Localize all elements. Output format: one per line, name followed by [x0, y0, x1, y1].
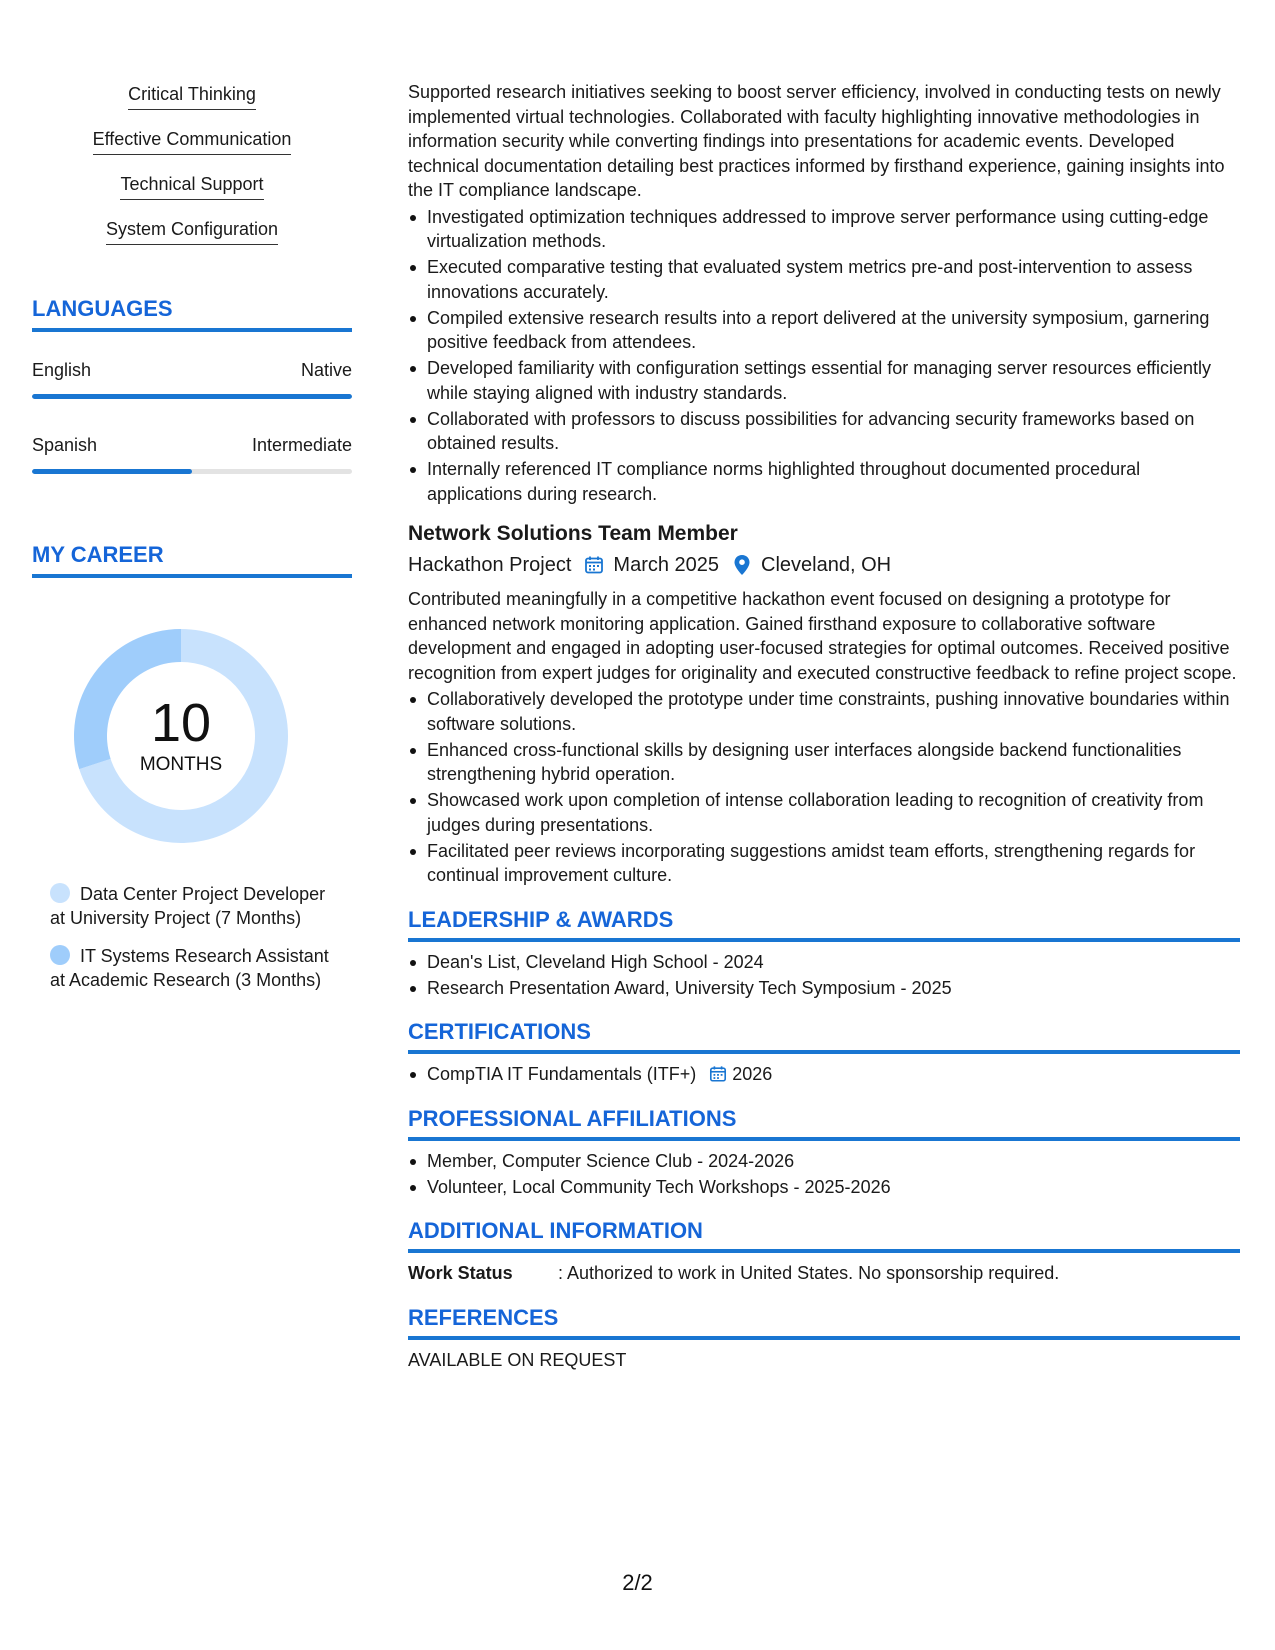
bullet-item: Collaboratively developed the prototype under time constraints, pushing innovative boundaries within software solutions. — [408, 687, 1240, 736]
legend-item — [50, 944, 340, 992]
certifications-heading: CERTIFICATIONS — [408, 1018, 1240, 1054]
job-company: Hackathon Project — [408, 554, 572, 576]
affiliations-list — [408, 1149, 1240, 1200]
legend-dot-icon — [50, 945, 70, 965]
certification-name: CompTIA IT Fundamentals (ITF+) — [427, 1064, 697, 1084]
skill-item: Technical Support — [120, 172, 263, 200]
donut-center-label — [67, 622, 295, 850]
certifications-list — [408, 1062, 1240, 1087]
references-heading: REFERENCES — [408, 1304, 1240, 1340]
certification-year: 2026 — [732, 1064, 773, 1084]
calendar-icon — [708, 1064, 728, 1084]
bullet-item: Internally referenced IT compliance norms highlighted throughout documented procedural applications during research. — [408, 457, 1240, 506]
right-column — [408, 80, 1240, 1372]
skill-item: Effective Communication — [93, 127, 292, 155]
skills-list — [32, 82, 352, 262]
language-proficiency-fill — [32, 469, 192, 474]
language-item — [32, 433, 352, 474]
language-name: English — [32, 360, 92, 380]
work-status-row — [408, 1261, 1240, 1286]
donut-total-number: 10 — [150, 693, 212, 753]
work-status-label: Work Status — [408, 1263, 513, 1283]
leadership-list — [408, 950, 1240, 1001]
donut-total-unit: MONTHS — [139, 754, 223, 775]
job-location: Cleveland, OH — [761, 554, 892, 576]
legend-dot-icon — [50, 883, 70, 903]
legend-label: IT Systems Research Assistant at Academic Research (3 Months) — [50, 946, 329, 990]
research-summary: Supported research initiatives seeking to boost server efficiency, involved in conducting tests on newly implemented virtual technologies. Collaborated with faculty highlighting innovative methodologies in information security while converting findings into presentations for academic events. Developed technical documentation detailing best practices informed by firsthand experience, gaining insights into the IT compliance landscape. — [408, 82, 1225, 200]
bullet-item: Volunteer, Local Community Tech Workshops - 2025-2026 — [408, 1175, 1240, 1200]
career-heading: MY CAREER — [32, 542, 352, 578]
career-section — [32, 542, 352, 1006]
left-column — [32, 82, 352, 990]
bullet-item: Dean's List, Cleveland High School - 2024 — [408, 950, 1240, 975]
bullet-item: Developed familiarity with configuration settings essential for managing server resources efficiently while staying aligned with industry standards. — [408, 356, 1240, 405]
bullet-item: Investigated optimization techniques addressed to improve server performance using cutting-edge virtualization methods. — [408, 205, 1240, 254]
language-item — [32, 358, 352, 399]
language-name: Spanish — [32, 435, 98, 455]
page-number: 2/2 — [622, 1570, 653, 1595]
certification-item — [408, 1062, 1240, 1087]
references-text: AVAILABLE ON REQUEST — [408, 1349, 627, 1370]
additional-info-heading: ADDITIONAL INFORMATION — [408, 1217, 1240, 1253]
skill-item: Critical Thinking — [128, 82, 256, 110]
job-bullets — [408, 687, 1240, 888]
job-date: March 2025 — [613, 554, 720, 576]
bullet-item: Compiled extensive research results into a report delivered at the university symposium, garnering positive feedback from attendees. — [408, 306, 1240, 355]
leadership-heading: LEADERSHIP & AWARDS — [408, 906, 1240, 942]
language-level: Native — [300, 360, 352, 380]
career-donut-chart — [67, 622, 295, 850]
skill-item: System Configuration — [106, 217, 278, 245]
legend-item — [50, 882, 340, 930]
legend-label: Data Center Project Developer at University Project (7 Months) — [50, 884, 326, 928]
bullet-item: Executed comparative testing that evaluated system metrics pre-and post-intervention to assess innovations accurately. — [408, 255, 1240, 304]
bullet-item: Facilitated peer reviews incorporating suggestions amidst team efforts, strengthening regards for continual improvement culture. — [408, 839, 1240, 888]
affiliations-heading: PROFESSIONAL AFFILIATIONS — [408, 1105, 1240, 1141]
work-status-value: : Authorized to work in United States. No sponsorship required. — [558, 1263, 1060, 1283]
job-title: Network Solutions Team Member — [408, 522, 738, 545]
bullet-item: Member, Computer Science Club - 2024-2026 — [408, 1149, 1240, 1174]
calendar-icon — [583, 554, 605, 576]
languages-list — [32, 358, 352, 474]
job-meta — [408, 551, 1240, 579]
job-summary: Contributed meaningfully in a competitive hackathon event focused on designing a prototype for enhanced network monitoring application. Gained firsthand exposure to collaborative software development and engaged in adopting user-focused strategies for optimal outcomes. Received positive recognition from expert judges for originality and executed constructive feedback to refine project scope. — [408, 589, 1237, 683]
languages-heading: LANGUAGES — [32, 296, 352, 332]
language-proficiency-bar — [32, 394, 352, 399]
career-legend — [50, 882, 340, 992]
bullet-item: Showcased work upon completion of intense collaboration leading to recognition of creativity from judges during presentations. — [408, 788, 1240, 837]
bullet-item: Research Presentation Award, University Tech Symposium - 2025 — [408, 976, 1240, 1001]
language-proficiency-bar — [32, 469, 352, 474]
bullet-item: Enhanced cross-functional skills by designing user interfaces alongside backend functionalities strengthening hybrid operation. — [408, 738, 1240, 787]
bullet-item: Collaborated with professors to discuss possibilities for advancing security frameworks based on obtained results. — [408, 407, 1240, 456]
research-bullets — [408, 205, 1240, 507]
language-level: Intermediate — [251, 435, 352, 455]
language-proficiency-fill — [32, 394, 352, 399]
location-pin-icon — [731, 554, 753, 576]
